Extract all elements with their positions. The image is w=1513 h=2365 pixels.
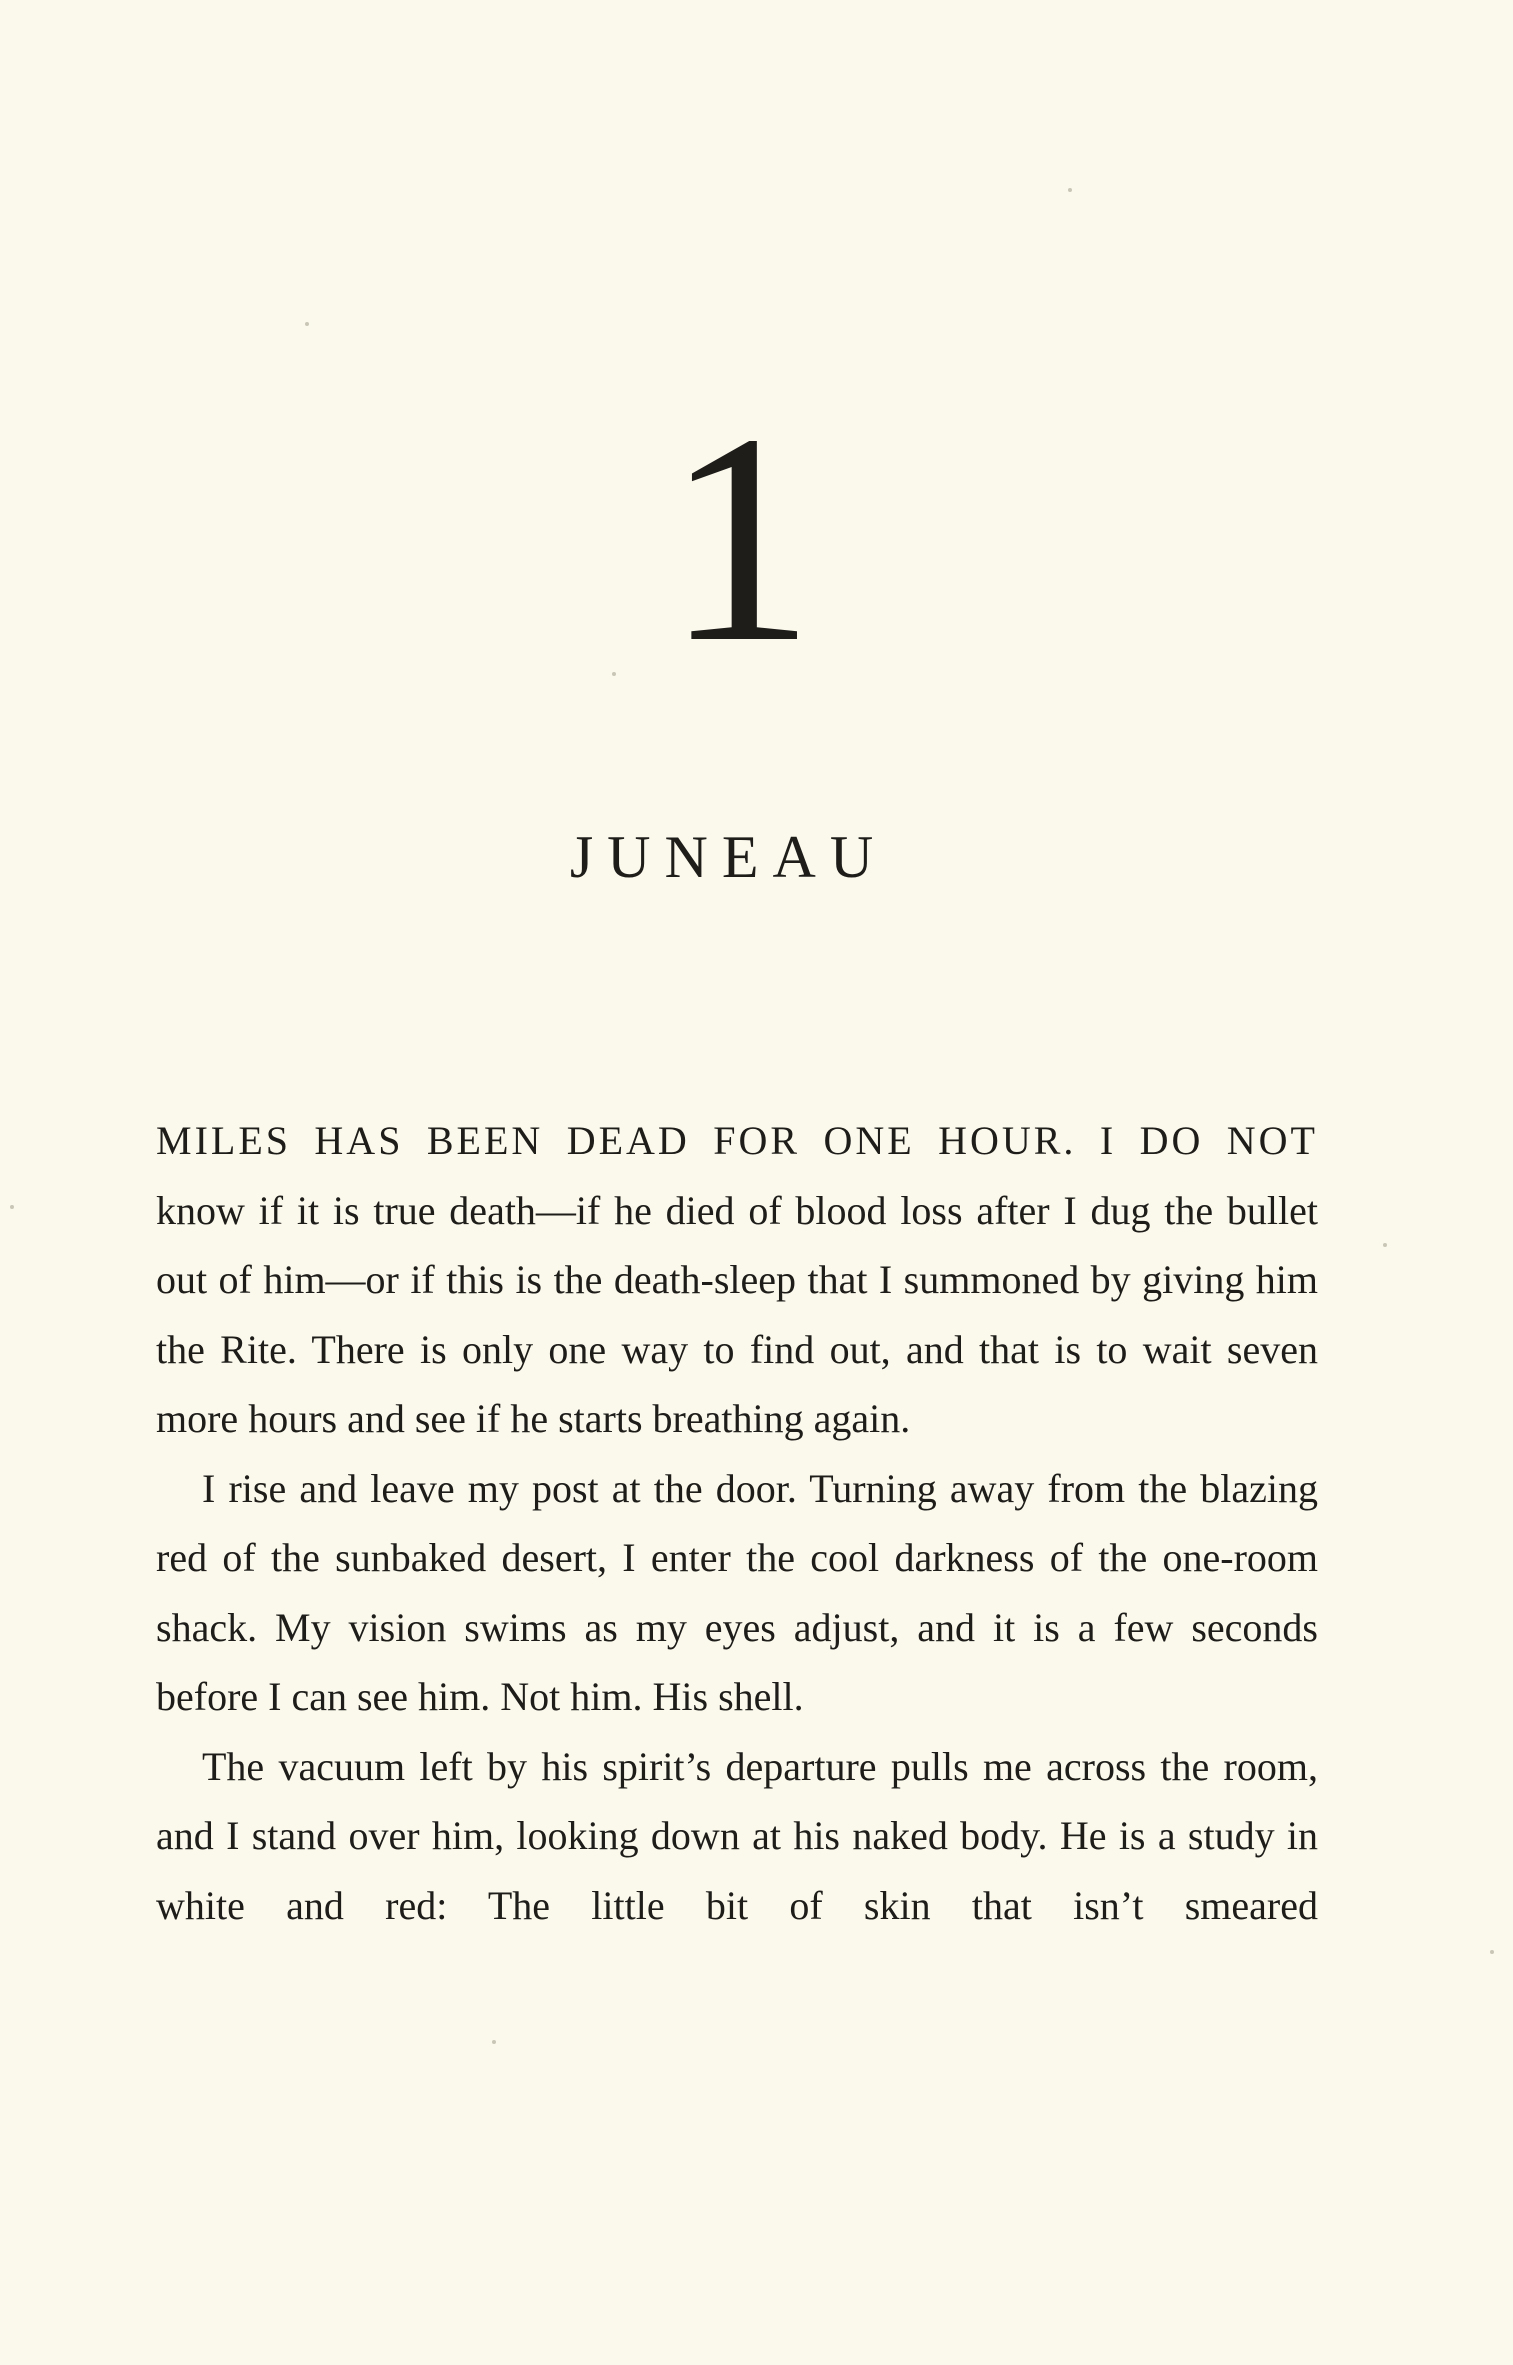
paper-speck — [492, 2040, 496, 2044]
paragraph-1 — [156, 1106, 1318, 1454]
paper-speck — [1490, 1950, 1494, 1954]
chapter-body — [156, 1106, 1318, 1940]
paragraph-1-text: know if it is true death—if he died of blood loss after I dug the bullet out of him—or if this is the death-sleep that I summoned by giving him the Rite. There is only one way to find out, and that is to wait seven more hours and see if he starts breathing again. — [156, 1187, 1318, 1441]
chapter-title: JUNEAU — [569, 824, 888, 890]
paragraph-3: The vacuum left by his spirit’s departure pulls me across the room, and I stand over him, looking down at his naked body. He is a study in white and red: The little bit of skin that isn’t smeared — [156, 1743, 1318, 1928]
paper-speck — [305, 322, 309, 326]
paper-speck — [1068, 188, 1072, 192]
opening-small-caps: MILES HAS BEEN DEAD FOR ONE HOUR. I DO NOT — [156, 1118, 1318, 1163]
chapter-number: 1 — [665, 372, 815, 704]
paper-speck — [10, 1205, 14, 1209]
paragraph-2: I rise and leave my post at the door. Turning away from the blazing red of the sunbaked desert, I enter the cool darkness of the one-room shack. My vision swims as my eyes adjust, and it is a few seconds before I can see him. Not him. His shell. — [156, 1465, 1318, 1719]
paper-speck — [1383, 1243, 1387, 1247]
